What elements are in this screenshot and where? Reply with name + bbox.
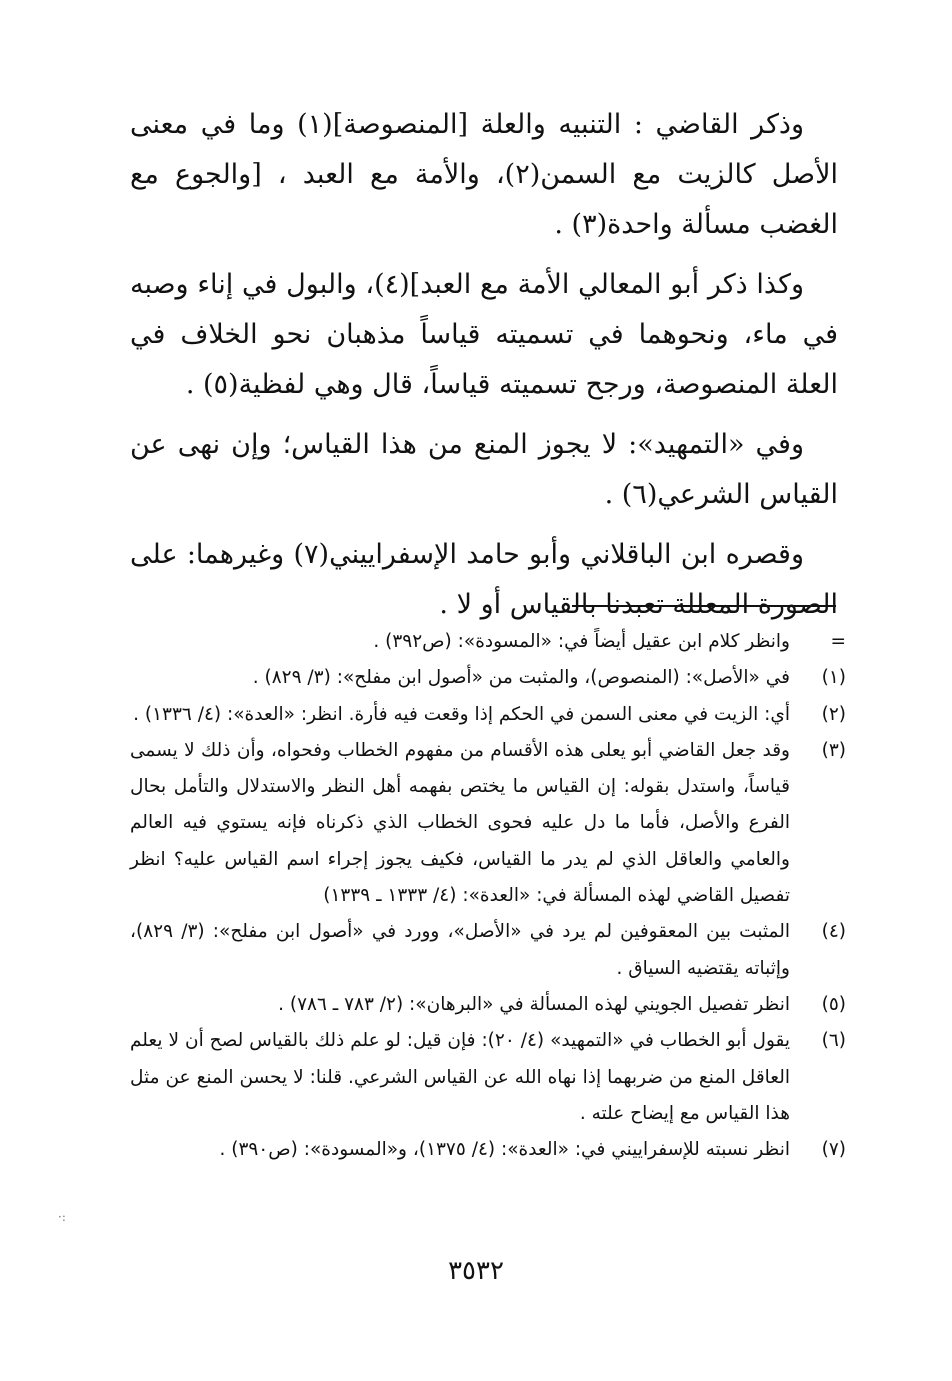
footnote-text: وانظر كلام ابن عقيل أيضاً في: «المسودة»: (ص٣٩٢) . bbox=[373, 631, 790, 652]
footnote bbox=[130, 914, 846, 987]
footnote bbox=[130, 987, 846, 1023]
footnote-number: (٦) bbox=[821, 1030, 846, 1052]
footnote-text: وقد جعل القاضي أبو يعلى هذه الأقسام من مفهوم الخطاب وفحواه، وأن ذلك لا يسمى قياساً، واستدل بقوله: إن القياس ما يختص بفهمه أهل النظر والاستدلال والتأمل بحال الفرع والأصل، فأما ما دل عليه فحوى الخطاب الذي ذكرناه فإنه يستوي فيه العالم والعامي والعاقل الذي لم يدر ما القياس، فكيف يجوز إجراء اسم القياس عليه؟ انظر تفصيل القاضي لهذه المسألة في: «العدة»: (٤/ ١٣٣٣ ـ ١٣٣٩) bbox=[130, 739, 790, 907]
footnote-text: انظر نسبته للإسفراييني في: «العدة»: (٤/ ١٣٧٥)، و«المسودة»: (ص٣٩٠) . bbox=[219, 1139, 790, 1161]
footnote-number: (٣) bbox=[821, 739, 846, 761]
footnote-number: (٧) bbox=[821, 1139, 846, 1161]
footnotes bbox=[130, 624, 846, 1168]
footnote-text: المثبت بين المعقوفين لم يرد في «الأصل»، وورد في «أصول ابن مفلح»: (٣/ ٨٢٩)، وإثباته يقتضيه السياق . bbox=[130, 921, 790, 979]
page-number: ٣٥٣٢ bbox=[448, 1256, 504, 1286]
footnote bbox=[130, 624, 846, 660]
paragraph: وذكر القاضي : التنبيه والعلة [المنصوصة](١) وما في معنى الأصل كالزيت مع السمن(٢)، والأمة مع العبد ، [والجوع مع الغضب مسألة واحدة(٣) . bbox=[130, 109, 838, 240]
footnote bbox=[130, 660, 846, 696]
footnote-text: يقول أبو الخطاب في «التمهيد» (٤/ ٢٠): فإن قيل: لو علم ذلك بالقياس لصح أن لا يعلم العاقل المنع من ضربهما إذا نهاه الله عن القياس الشرعي. قلنا: لا يحسن المنع عن مثل هذا القياس مع إيضاح علته . bbox=[130, 1030, 791, 1124]
footnote bbox=[130, 1132, 846, 1168]
margin-mark: ·: bbox=[58, 1210, 66, 1224]
footnote-text: أي: الزيت في معنى السمن في الحكم إذا وقعت فيه فأرة. انظر: «العدة»: (٤/ ١٣٣٦) . bbox=[133, 703, 790, 725]
paragraph: وقصره ابن الباقلاني وأبو حامد الإسفراييني(٧) وغيرهما: على الصورة المعللة تعبدنا بالقياس أو لا . bbox=[130, 539, 838, 620]
paragraph: وفي «التمهيد»: لا يجوز المنع من هذا القياس؛ وإن نهى عن القياس الشرعي(٦) . bbox=[130, 429, 838, 510]
footnote-divider bbox=[572, 605, 836, 607]
footnote-number: (٢) bbox=[821, 703, 846, 725]
footnote-text: انظر تفصيل الجويني لهذه المسألة في «البرهان»: (٢/ ٧٨٣ ـ ٧٨٦) . bbox=[278, 993, 790, 1015]
footnote-number: = bbox=[830, 631, 846, 652]
footnote bbox=[130, 1023, 846, 1132]
footnote-text: في «الأصل»: (المنصوص)، والمثبت من «أصول ابن مفلح»: (٣/ ٨٢٩) . bbox=[252, 667, 790, 689]
footnote-number: (١) bbox=[821, 667, 846, 689]
main-text bbox=[130, 100, 838, 640]
footnote bbox=[130, 697, 846, 733]
footnote-number: (٥) bbox=[821, 993, 846, 1015]
paragraph: وكذا ذكر أبو المعالي الأمة مع العبد](٤)، والبول في إناء وصبه في ماء، ونحوهما في تسميته قياساً مذهبان نحو الخلاف في العلة المنصوصة، ورجح تسميته قياساً، قال وهي لفظية(٥) . bbox=[130, 269, 838, 400]
footnote bbox=[130, 733, 846, 914]
footnote-number: (٤) bbox=[821, 921, 846, 943]
